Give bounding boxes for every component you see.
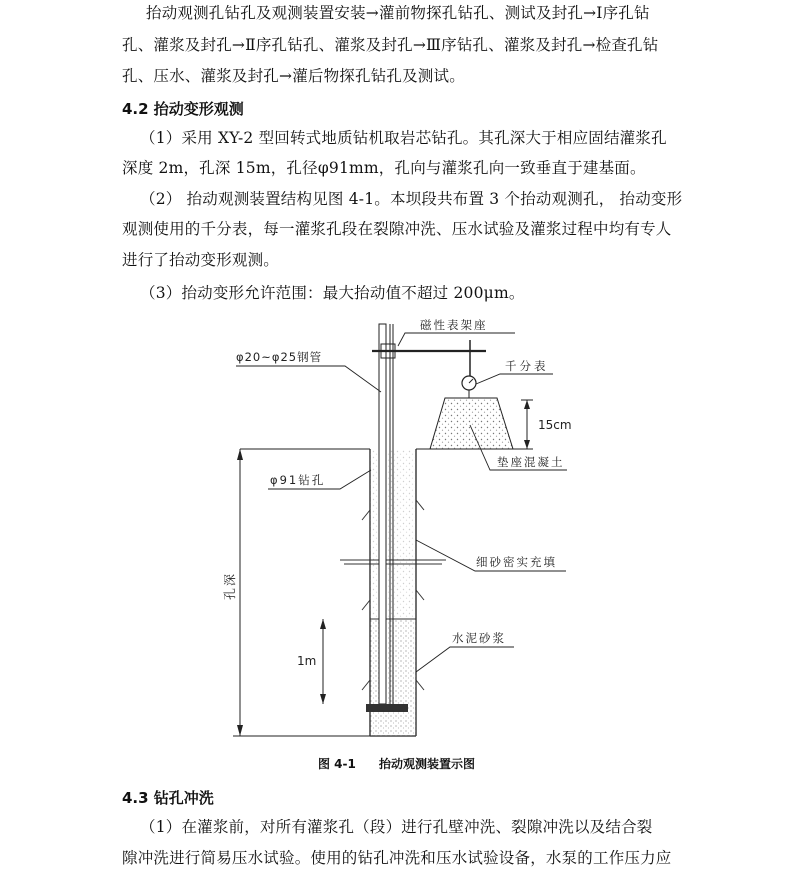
figure-caption-number: 图 4-1 — [318, 757, 356, 771]
label-borehole: φ91钻孔 — [270, 473, 326, 487]
label-hole-depth: 孔深 — [223, 571, 237, 600]
intro-line-1: 抬动观测孔钻孔及观测装置安装→灌前物探孔钻孔、测试及封孔→Ⅰ序孔钻 — [146, 4, 650, 22]
wash-item1-line-1: （1）在灌浆前，对所有灌浆孔（段）进行孔壁冲洗、裂隙冲洗以及结合裂 — [140, 818, 653, 836]
leader-mortar — [416, 647, 514, 672]
item2-line-1: （2） 抬动观测装置结构见图 4-1。本坝段共布置 3 个抬动观测孔， 抬动变形 — [140, 190, 683, 208]
intro-line-2: 孔、灌浆及封孔→Ⅱ序孔钻孔、灌浆及封孔→Ⅲ序钻孔、灌浆及封孔→检查孔钻 — [122, 36, 659, 54]
section-4-3-heading: 4.3 钻孔冲洗 — [122, 789, 214, 807]
label-mortar: 水泥砂浆 — [452, 631, 506, 645]
intro-line-3: 孔、压水、灌浆及封孔→灌后物探孔钻孔及测试。 — [122, 67, 465, 85]
item3-line: （3）抬动变形允许范围：最大抬动值不超过 200μm。 — [140, 284, 525, 302]
leader-steel-pipe — [236, 366, 381, 392]
item2-line-2: 观测使用的千分表，每一灌浆孔段在裂隙冲洗、压水试验及灌浆过程中均有专人 — [122, 220, 672, 238]
anchor-plate — [366, 704, 408, 712]
item1-line-2: 深度 2m，孔深 15m，孔径φ91mm，孔向与灌浆孔向一致垂直于建基面。 — [122, 159, 646, 177]
leader-mag-base — [398, 333, 515, 346]
label-concrete: 垫座混凝土 — [497, 455, 565, 469]
item2-line-3: 进行了抬动变形观测。 — [122, 251, 280, 269]
item1-line-1: （1）采用 XY-2 型回转式地质钻机取岩芯钻孔。其孔深大于相应固结灌浆孔 — [140, 129, 667, 147]
steel-pipe — [379, 324, 386, 704]
leader-dial-gauge — [476, 374, 553, 384]
label-dial-gauge: 千分表 — [505, 359, 549, 373]
concrete-pad — [430, 398, 513, 449]
label-sand-fill: 细砂密实充填 — [476, 555, 557, 569]
wash-item1-line-2: 隙冲洗进行简易压水试验。使用的钻孔冲洗和压水试验设备，水泵的工作压力应 — [122, 849, 672, 867]
section-4-2-heading: 4.2 抬动变形观测 — [122, 100, 244, 118]
label-steel-pipe: φ20~φ25钢管 — [236, 350, 323, 364]
label-1m: 1m — [297, 654, 317, 668]
label-15cm: 15cm — [538, 418, 572, 432]
figure-caption-title: 抬动观测装置示图 — [379, 757, 476, 771]
label-mag-base: 磁性表架座 — [420, 318, 488, 332]
